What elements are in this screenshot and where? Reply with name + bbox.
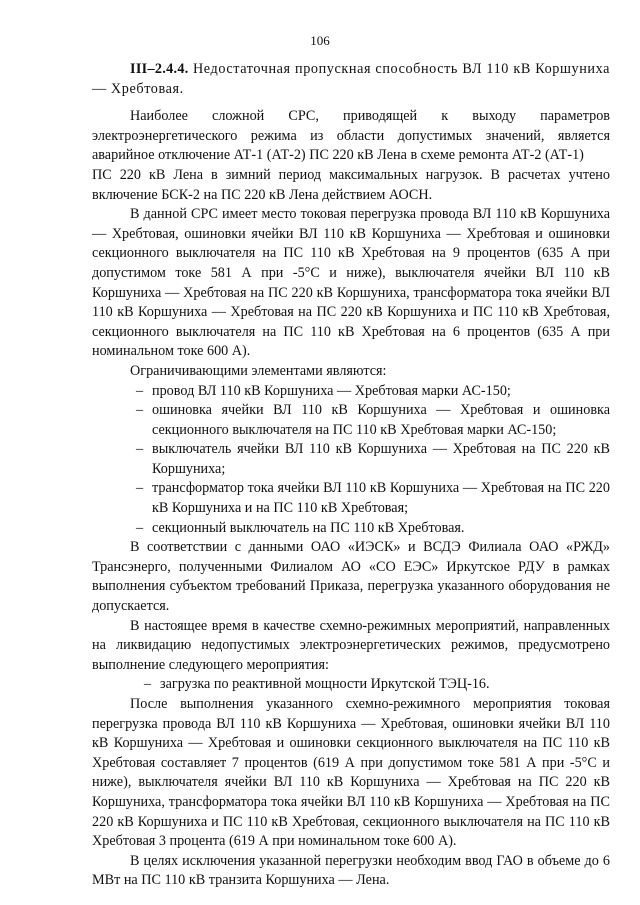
- paragraph-7: В целях исключения указанной перегрузки необходим ввод ГАО в объеме до 6 МВт на ПС 110 кВ транзита Коршуниха — Лена.: [92, 852, 610, 889]
- list-item: – секционный выключатель на ПС 110 кВ Хребтовая.: [92, 519, 610, 539]
- paragraph-5: В настоящее время в качестве схемно-режимных мероприятий, направленных на ликвидацию недопустимых электроэнергетических режимов, предусмотрено выполнение следующего мероприятия:: [92, 617, 610, 673]
- list-item: – загрузка по реактивной мощности Иркутской ТЭЦ-16.: [92, 675, 610, 695]
- paragraph-2: В данной СРС имеет место токовая перегрузка провода ВЛ 110 кВ Коршуниха — Хребтовая, ошиновки ячейки ВЛ 110 кВ Коршуниха — Хребтовая и ошиновки секционного выключателя на ПС 110 кВ Хребтовая на 9 процентов (635 А при допустимом токе 581 А при -5°С и ниже), выключателя ячейки ВЛ 110 кВ Коршуниха — Хребтовая на ПС 220 кВ Коршуниха, трансформатора тока ячейки ВЛ 110 кВ Коршуниха — Хребтовая на ПС 220 кВ Коршуниха и ПС 110 кВ Хребтовая, секционного выключателя на ПС 110 кВ Хребтовая на 6 процентов (635 А при номинальном токе 600 А).: [92, 206, 610, 360]
- limiting-elements-list: [92, 382, 610, 539]
- paragraph-6: После выполнения указанного схемно-режимного мероприятия токовая перегрузка провода ВЛ 110 кВ Коршуниха — Хребтовая, ошиновки ячейки ВЛ 110 кВ Коршуниха — Хребтовая и ошиновки секционного выключателя на ПС 110 кВ Хребтовая составляет 7 процентов (619 А при допустимом токе 581 А при -5°С и ниже), выключателя ячейки ВЛ 110 кВ Коршуниха — Хребтовая на ПС 220 кВ Коршуниха, трансформатора тока ячейки ВЛ 110 кВ Коршуниха — Хребтовая на ПС 220 кВ Коршуниха и ПС 110 кВ Хребтовая, секционного выключателя на ПС 110 кВ Хребтовая 3 процента (619 А при номинальном токе 600 А).: [92, 696, 610, 850]
- list-item: – выключатель ячейки ВЛ 110 кВ Коршуниха — Хребтовая на ПС 220 кВ Коршуниха;: [92, 440, 610, 479]
- paragraph-1: Наиболее сложной СРС, приводящей к выходу параметров электроэнергетического режима из области допустимых значений, является аварийное отключение АТ-1 (АТ-2) ПС 220 кВ Лена в схеме ремонта АТ-2 (АТ-1): [92, 108, 610, 164]
- section-title: Недостаточная пропускная способность ВЛ 110 кВ Коршуниха — Хребтовая.: [92, 61, 610, 97]
- list-item: – ошиновка ячейки ВЛ 110 кВ Коршуниха — Хребтовая и ошиновка секционного выключателя на ПС 110 кВ Хребтовая марки АС-150;: [92, 401, 610, 440]
- page-number: 106: [310, 33, 330, 48]
- list-item: – провод ВЛ 110 кВ Коршуниха — Хребтовая марки АС-150;: [92, 382, 610, 402]
- paragraph-4: В соответствии с данными ОАО «ИЭСК» и ВСДЭ Филиала ОАО «РЖД» Трансэнерго, полученными Филиалом АО «СО ЕЭС» Иркутское РДУ в рамках выполнения субъектом требований Приказа, перегрузка указанного оборудования не допускается.: [92, 539, 610, 615]
- paragraph-3: Ограничивающими элементами являются:: [130, 362, 387, 379]
- section-heading: [92, 60, 610, 99]
- document-body: [92, 60, 610, 891]
- measures-list: [92, 675, 610, 695]
- spacer: [92, 99, 610, 107]
- section-number: III–2.4.4.: [130, 61, 189, 77]
- list-item: – трансформатор тока ячейки ВЛ 110 кВ Коршуниха — Хребтовая на ПС 220 кВ Коршуниха и на ПС 110 кВ Хребтовая;: [92, 479, 610, 518]
- paragraph-1-continuation: ПС 220 кВ Лена в зимний период максимальных нагрузок. В расчетах учтено включение БСК-2 на ПС 220 кВ Лена действием АОСН.: [92, 166, 610, 203]
